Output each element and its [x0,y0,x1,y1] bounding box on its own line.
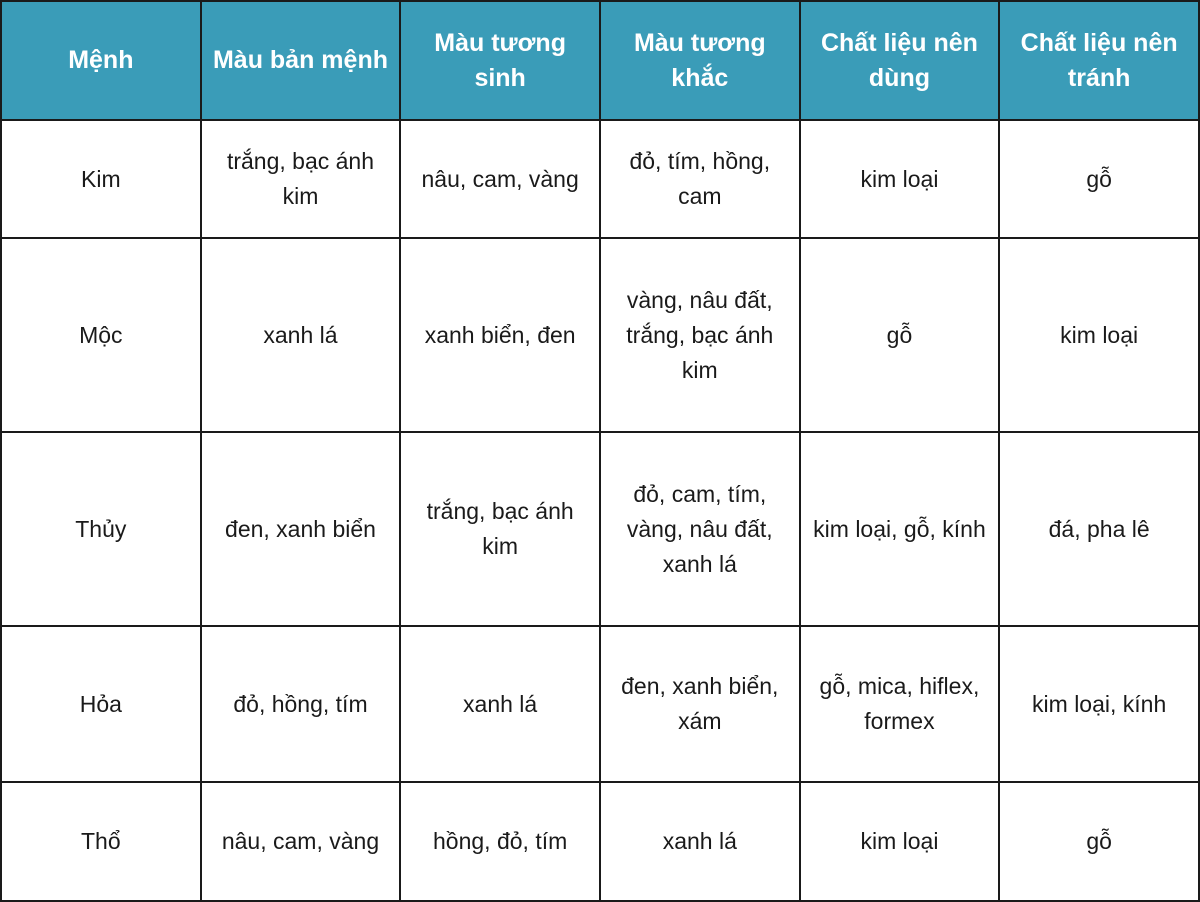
table-row [1,782,1199,901]
table-row [1,238,1199,432]
table-cell: đỏ, tím, hồng, cam [600,120,800,238]
table-cell: xanh lá [400,626,600,782]
table-cell: trắng, bạc ánh kim [400,432,600,626]
table-cell: Kim [1,120,201,238]
table-cell: trắng, bạc ánh kim [201,120,401,238]
table-cell: đen, xanh biển, xám [600,626,800,782]
table-cell: nâu, cam, vàng [400,120,600,238]
header-cell-nen-dung: Chất liệu nên dùng [800,1,1000,120]
header-cell-menh: Mệnh [1,1,201,120]
table-cell: gỗ [800,238,1000,432]
table-cell: gỗ [999,120,1199,238]
table-cell: kim loại, kính [999,626,1199,782]
table-cell: kim loại [800,782,1000,901]
table-cell: Mộc [1,238,201,432]
table-cell: đỏ, cam, tím, vàng, nâu đất, xanh lá [600,432,800,626]
table-cell: gỗ [999,782,1199,901]
table-row [1,626,1199,782]
table-cell: Hỏa [1,626,201,782]
header-cell-ban-menh: Màu bản mệnh [201,1,401,120]
header-cell-nen-tranh: Chất liệu nên tránh [999,1,1199,120]
table-cell: xanh lá [201,238,401,432]
table-row [1,120,1199,238]
header-cell-tuong-khac: Màu tương khắc [600,1,800,120]
table-cell: đen, xanh biển [201,432,401,626]
table-cell: đá, pha lê [999,432,1199,626]
table-cell: kim loại [999,238,1199,432]
table-cell: vàng, nâu đất, trắng, bạc ánh kim [600,238,800,432]
table-cell: hồng, đỏ, tím [400,782,600,901]
table-cell: nâu, cam, vàng [201,782,401,901]
header-cell-tuong-sinh: Màu tương sinh [400,1,600,120]
table-cell: kim loại, gỗ, kính [800,432,1000,626]
table-cell: đỏ, hồng, tím [201,626,401,782]
table-cell: xanh lá [600,782,800,901]
table-cell: gỗ, mica, hiflex, formex [800,626,1000,782]
table-row [1,432,1199,626]
table-cell: Thủy [1,432,201,626]
table-cell: Thổ [1,782,201,901]
table-header-row [1,1,1199,120]
table-cell: xanh biển, đen [400,238,600,432]
table-cell: kim loại [800,120,1000,238]
